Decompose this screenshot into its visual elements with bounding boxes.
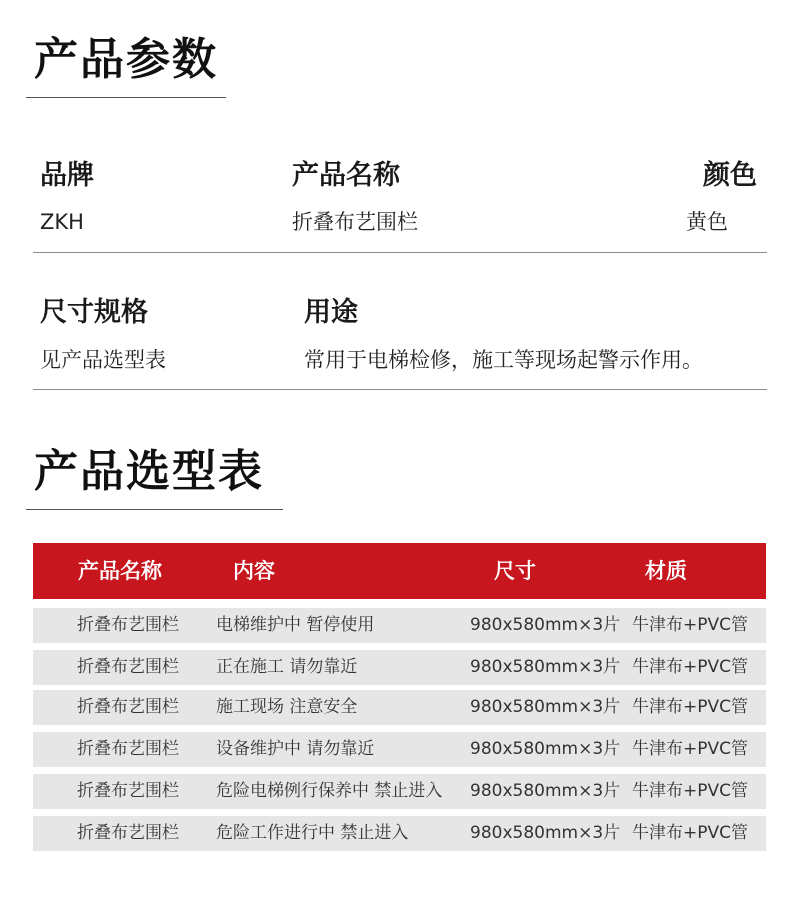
table-row bbox=[33, 650, 766, 685]
spec-divider-2 bbox=[33, 389, 767, 390]
cell-product-name: 折叠布艺围栏 bbox=[77, 615, 179, 635]
brand-value: ZKH bbox=[40, 210, 84, 234]
cell-product-name: 折叠布艺围栏 bbox=[77, 697, 179, 717]
brand-label: 品牌 bbox=[40, 160, 94, 191]
header-size: 尺寸 bbox=[494, 559, 536, 583]
cell-size: 980x580mm×3片 bbox=[470, 739, 621, 759]
cell-size: 980x580mm×3片 bbox=[470, 697, 621, 717]
params-title: 产品参数 bbox=[34, 34, 218, 85]
cell-product-name: 折叠布艺围栏 bbox=[77, 739, 179, 759]
cell-material: 牛津布+PVC管 bbox=[632, 657, 748, 677]
cell-material: 牛津布+PVC管 bbox=[632, 697, 748, 717]
table-row bbox=[33, 774, 766, 809]
table-header bbox=[33, 543, 766, 599]
table-row bbox=[33, 816, 766, 851]
size-value: 见产品选型表 bbox=[40, 348, 166, 372]
cell-product-name: 折叠布艺围栏 bbox=[77, 781, 179, 801]
cell-content: 设备维护中 请勿靠近 bbox=[216, 739, 375, 759]
selection-title-rule bbox=[26, 509, 283, 510]
cell-size: 980x580mm×3片 bbox=[470, 615, 621, 635]
cell-material: 牛津布+PVC管 bbox=[632, 739, 748, 759]
cell-content: 危险工作进行中 禁止进入 bbox=[216, 823, 409, 843]
params-title-rule bbox=[26, 97, 226, 98]
color-value: 黄色 bbox=[686, 210, 728, 234]
cell-content: 施工现场 注意安全 bbox=[216, 697, 358, 717]
cell-content: 正在施工 请勿靠近 bbox=[216, 657, 358, 677]
selection-title: 产品选型表 bbox=[34, 446, 264, 497]
table-row bbox=[33, 690, 766, 725]
cell-content: 电梯维护中 暂停使用 bbox=[216, 615, 375, 635]
header-material: 材质 bbox=[645, 559, 687, 583]
spec-divider-1 bbox=[33, 252, 767, 253]
table-row bbox=[33, 732, 766, 767]
cell-material: 牛津布+PVC管 bbox=[632, 823, 748, 843]
cell-content: 危险电梯例行保养中 禁止进入 bbox=[216, 781, 443, 801]
product-name-value: 折叠布艺围栏 bbox=[292, 210, 418, 234]
header-content: 内容 bbox=[233, 559, 275, 583]
cell-size: 980x580mm×3片 bbox=[470, 657, 621, 677]
cell-material: 牛津布+PVC管 bbox=[632, 615, 748, 635]
cell-size: 980x580mm×3片 bbox=[470, 823, 621, 843]
usage-value: 常用于电梯检修，施工等现场起警示作用。 bbox=[304, 348, 703, 372]
cell-product-name: 折叠布艺围栏 bbox=[77, 657, 179, 677]
color-label: 颜色 bbox=[703, 160, 757, 191]
cell-product-name: 折叠布艺围栏 bbox=[77, 823, 179, 843]
usage-label: 用途 bbox=[304, 297, 358, 328]
cell-size: 980x580mm×3片 bbox=[470, 781, 621, 801]
product-name-label: 产品名称 bbox=[292, 160, 400, 191]
table-row bbox=[33, 608, 766, 643]
cell-material: 牛津布+PVC管 bbox=[632, 781, 748, 801]
size-label: 尺寸规格 bbox=[40, 297, 148, 328]
header-product-name: 产品名称 bbox=[78, 559, 162, 583]
